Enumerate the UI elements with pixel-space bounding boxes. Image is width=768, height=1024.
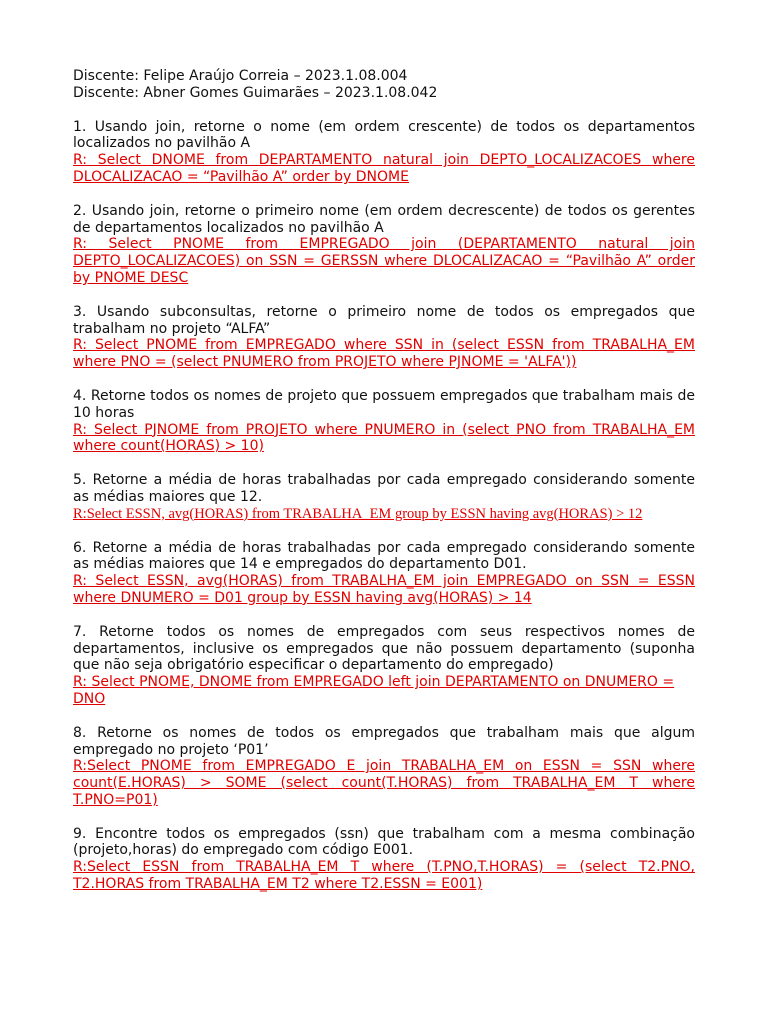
question-item [73,119,695,186]
question-item [73,388,695,455]
question-item [73,624,695,708]
answer-text: R: Select ESSN, avg(HORAS) from TRABALHA_EM join EMPREGADO on SSN = ESSN where DNUMERO = D01 group by ESSN having avg(HORAS) > 14 [73,573,695,606]
question-text: 6. Retorne a média de horas trabalhadas por cada empregado considerando somente as médias maiores que 14 e empregados do departamento D01. [73,539,695,573]
answer-text: R: Select PJNOME from PROJETO where PNUMERO in (select PNO from TRABALHA_EM where count(HORAS) > 10) [73,421,695,455]
question-text: 4. Retorne todos os nomes de projeto que possuem empregados que trabalham mais de 10 horas [73,387,695,421]
authors-block [73,68,695,102]
question-text: 7. Retorne todos os nomes de empregados com seus respectivos nomes de departamentos, inclusive os empregados que não possuem departamento (suponha que não seja obrigatório especificar o departamento do empregado) [73,623,695,674]
document-page [73,68,695,893]
answer-text: R: Select PNOME from EMPREGADO join (DEPARTAMENTO natural join DEPTO_LOCALIZACOES) on SSN = GERSSN where DLOCALIZACAO = “Pavilhão A” order by PNOME DESC [73,236,695,286]
question-text: 5. Retorne a média de horas trabalhadas por cada empregado considerando somente as médias maiores que 12. [73,472,695,505]
answer-text: R: Select PNOME, DNOME from EMPREGADO left join DEPARTAMENTO on DNUMERO = DNO [73,674,675,707]
question-item [73,826,695,893]
question-text: 2. Usando join, retorne o primeiro nome (em ordem decrescente) de todos os gerentes de departamentos localizados no pavilhão A [73,202,695,236]
question-item [73,304,695,371]
question-text: 8. Retorne os nomes de todos os empregados que trabalham mais que algum empregado no projeto ‘P01’ [73,724,695,758]
author-line: Discente: Abner Gomes Guimarães – 2023.1.08.042 [73,84,438,101]
question-text: 3. Usando subconsultas, retorne o primeiro nome de todos os empregados que trabalham no projeto “ALFA” [73,303,695,337]
question-item [73,725,695,809]
answer-text: R:Select ESSN, avg(HORAS) from TRABALHA_EM group by ESSN having avg(HORAS) > 12 [73,505,643,522]
answer-text: R: Select PNOME from EMPREGADO where SSN in (select ESSN from TRABALHA_EM where PNO = (select PNUMERO from PROJETO where PJNOME = 'ALFA')) [73,337,695,371]
question-item [73,540,695,607]
question-text: 1. Usando join, retorne o nome (em ordem crescente) de todos os departamentos localizados no pavilhão A [73,118,695,152]
answer-text: R:Select ESSN from TRABALHA_EM T where (T.PNO,T.HORAS) = (select T2.PNO, T2.HORAS from TRABALHA_EM T2 where T2.ESSN = E001) [73,859,695,893]
answer-text: R:Select PNOME from EMPREGADO E join TRABALHA_EM on ESSN = SSN where count(E.HORAS) > SOME (select count(T.HORAS) from TRABALHA_EM T where T.PNO=P01) [73,758,695,808]
author-line: Discente: Felipe Araújo Correia – 2023.1.08.004 [73,68,408,84]
question-item [73,203,695,287]
answer-text: R: Select DNOME from DEPARTAMENTO natural join DEPTO_LOCALIZACOES where DLOCALIZACAO = “Pavilhão A” order by DNOME [73,152,695,185]
question-text: 9. Encontre todos os empregados (ssn) que trabalham com a mesma combinação (projeto,horas) do empregado com código E001. [73,825,695,859]
question-item [73,472,695,522]
